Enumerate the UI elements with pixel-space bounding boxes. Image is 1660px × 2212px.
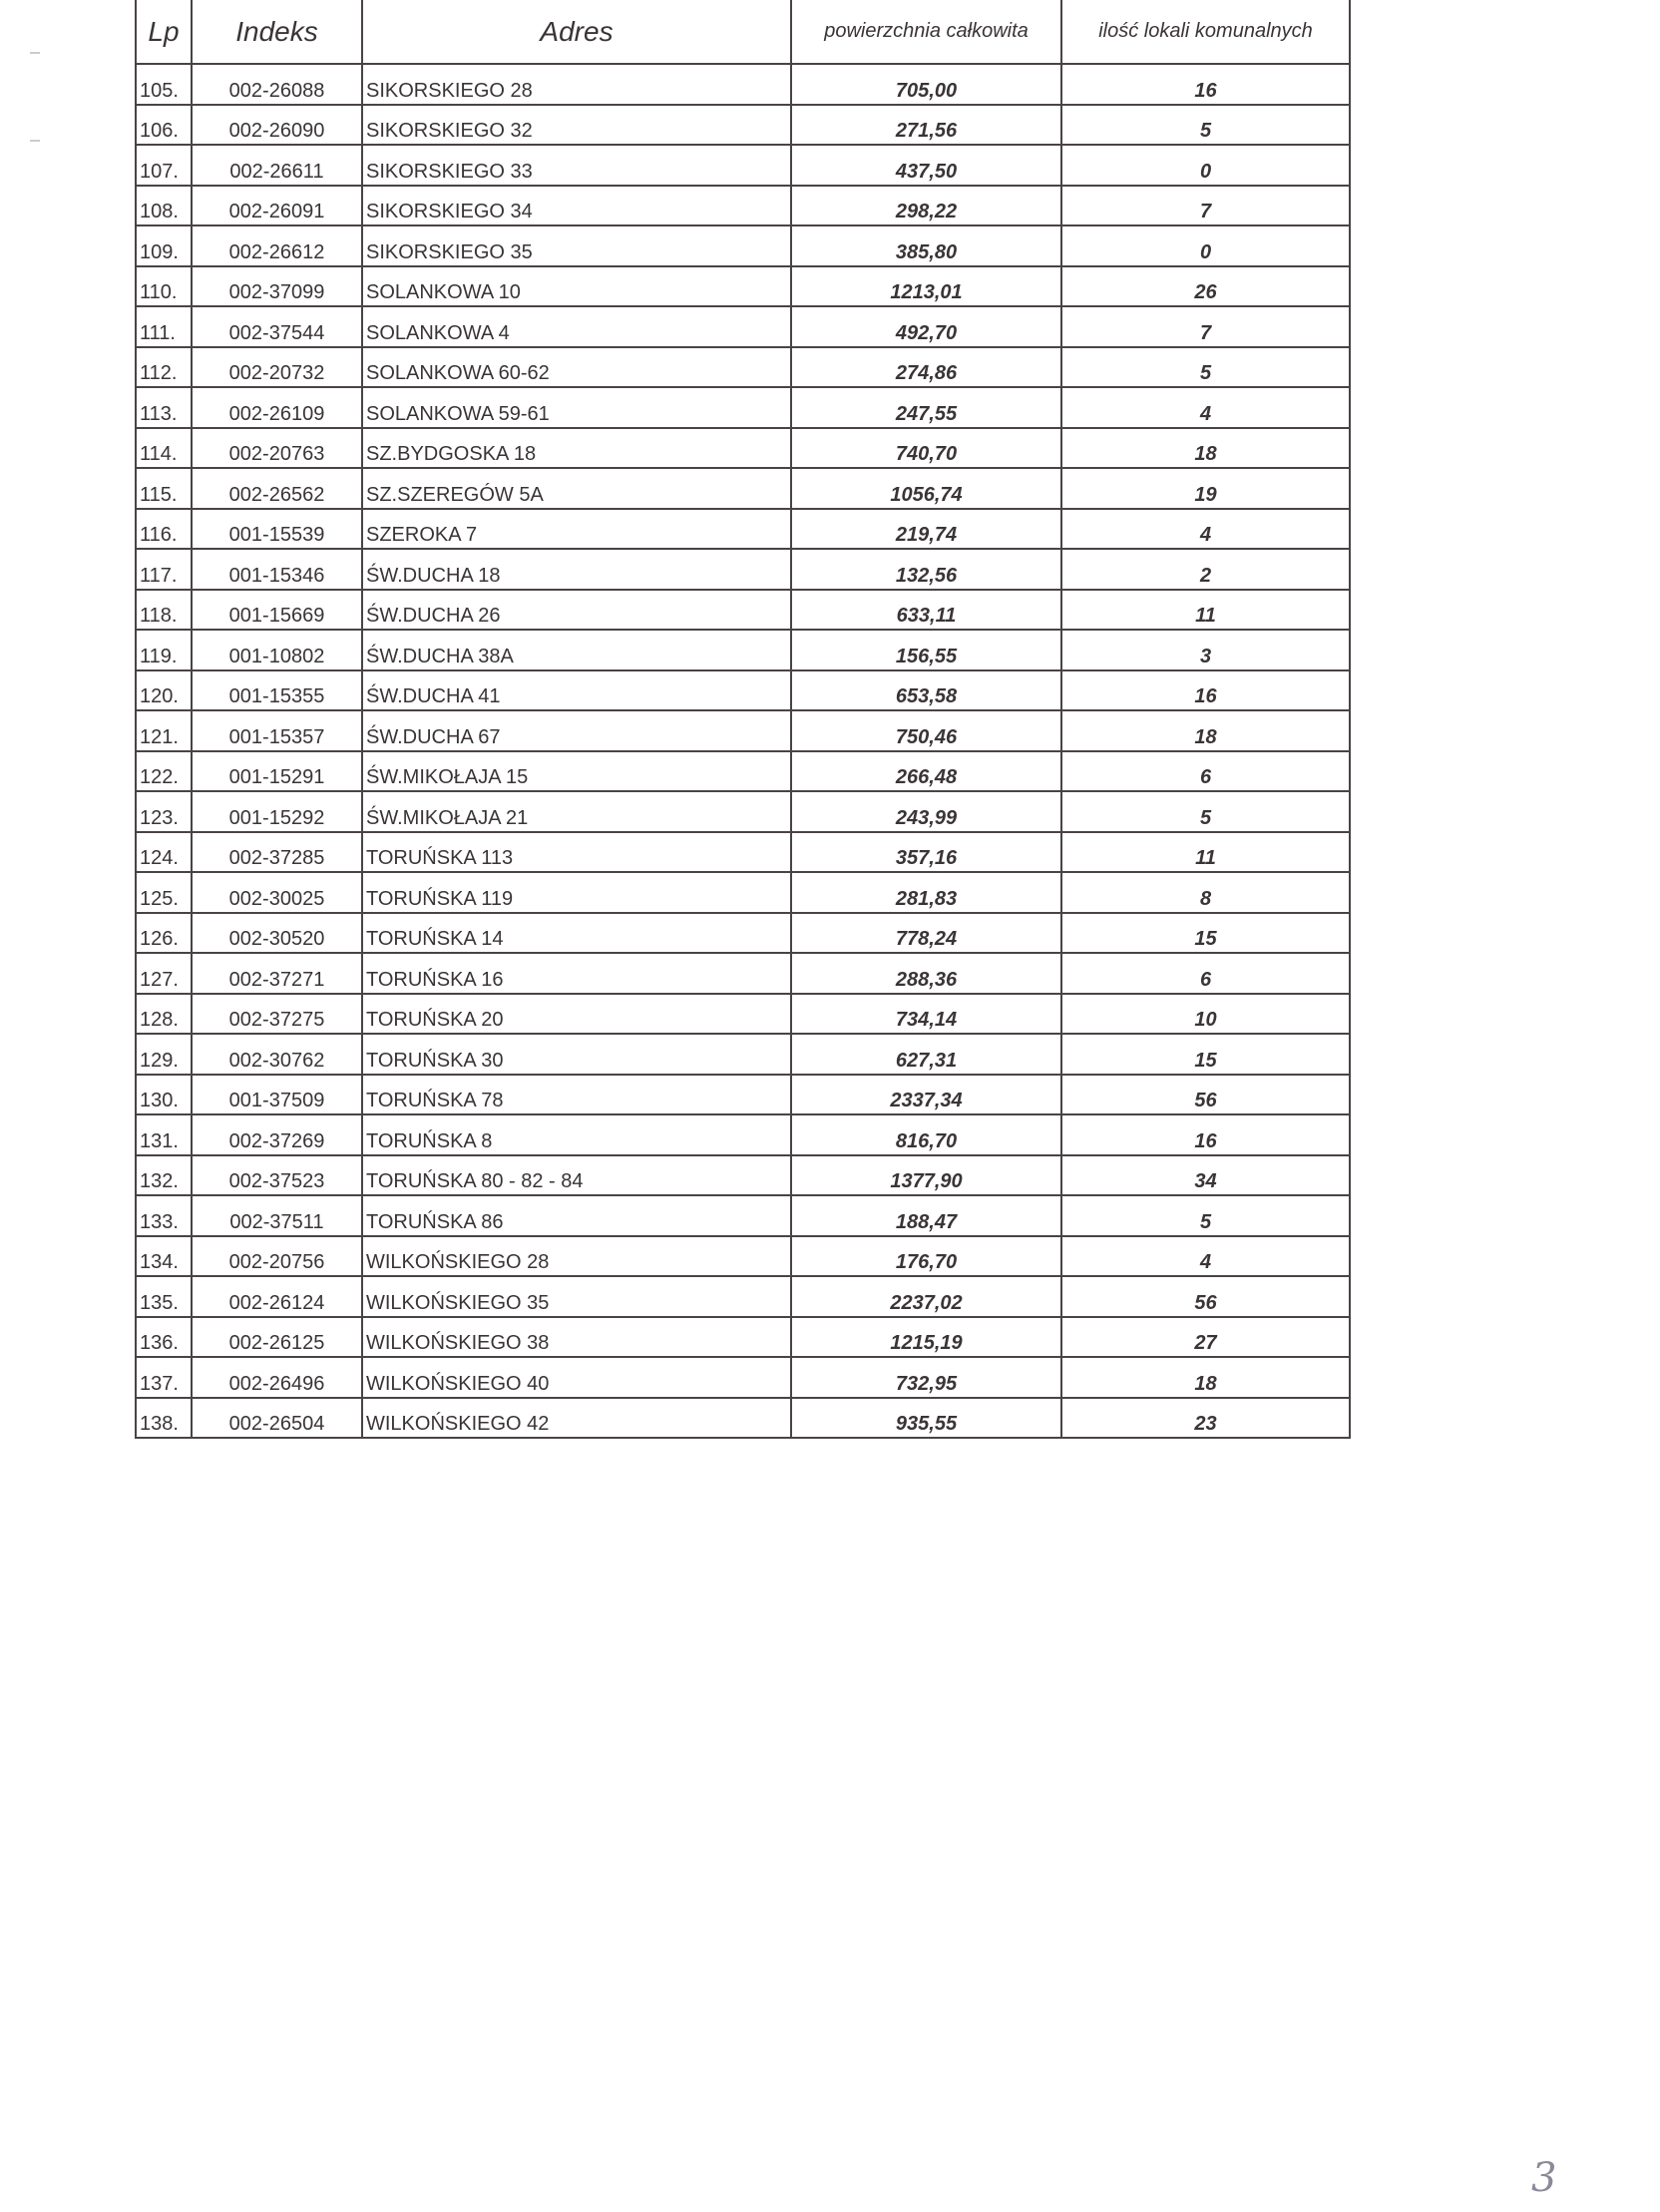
cell-indeks: 001-15291 bbox=[192, 751, 362, 792]
cell-indeks: 002-37285 bbox=[192, 832, 362, 873]
cell-lp: 110. bbox=[136, 266, 192, 307]
cell-indeks: 002-37099 bbox=[192, 266, 362, 307]
cell-lp: 117. bbox=[136, 549, 192, 590]
cell-adres: ŚW.MIKOŁAJA 21 bbox=[362, 791, 791, 832]
cell-lp: 130. bbox=[136, 1075, 192, 1115]
cell-powierzchnia: 935,55 bbox=[791, 1398, 1061, 1439]
table-row bbox=[136, 387, 1350, 428]
cell-lp: 113. bbox=[136, 387, 192, 428]
cell-indeks: 002-20732 bbox=[192, 347, 362, 388]
cell-lokale: 19 bbox=[1061, 468, 1350, 509]
table-row bbox=[136, 1317, 1350, 1358]
cell-powierzchnia: 734,14 bbox=[791, 994, 1061, 1035]
cell-adres: ŚW.DUCHA 38A bbox=[362, 630, 791, 670]
cell-indeks: 002-37511 bbox=[192, 1195, 362, 1236]
cell-adres: ŚW.DUCHA 67 bbox=[362, 710, 791, 751]
table-body bbox=[136, 64, 1350, 1438]
cell-lokale: 0 bbox=[1061, 145, 1350, 186]
table-row bbox=[136, 994, 1350, 1035]
cell-adres: WILKOŃSKIEGO 42 bbox=[362, 1398, 791, 1439]
table-row bbox=[136, 347, 1350, 388]
cell-lp: 126. bbox=[136, 913, 192, 954]
cell-indeks: 002-26496 bbox=[192, 1357, 362, 1398]
table-row bbox=[136, 306, 1350, 347]
cell-adres: WILKOŃSKIEGO 35 bbox=[362, 1276, 791, 1317]
cell-lp: 114. bbox=[136, 428, 192, 469]
cell-lp: 129. bbox=[136, 1034, 192, 1075]
table-row bbox=[136, 509, 1350, 550]
table-row bbox=[136, 549, 1350, 590]
cell-powierzchnia: 156,55 bbox=[791, 630, 1061, 670]
cell-lp: 136. bbox=[136, 1317, 192, 1358]
table-row bbox=[136, 1276, 1350, 1317]
cell-powierzchnia: 247,55 bbox=[791, 387, 1061, 428]
cell-adres: TORUŃSKA 80 - 82 - 84 bbox=[362, 1155, 791, 1196]
cell-adres: TORUŃSKA 119 bbox=[362, 872, 791, 913]
cell-lp: 116. bbox=[136, 509, 192, 550]
cell-powierzchnia: 385,80 bbox=[791, 225, 1061, 266]
cell-adres: SIKORSKIEGO 33 bbox=[362, 145, 791, 186]
cell-lp: 125. bbox=[136, 872, 192, 913]
cell-powierzchnia: 298,22 bbox=[791, 186, 1061, 226]
scan-speck bbox=[30, 52, 40, 54]
cell-adres: TORUŃSKA 86 bbox=[362, 1195, 791, 1236]
table-row bbox=[136, 186, 1350, 226]
cell-lokale: 11 bbox=[1061, 832, 1350, 873]
cell-lokale: 16 bbox=[1061, 670, 1350, 711]
cell-lokale: 56 bbox=[1061, 1276, 1350, 1317]
cell-adres: WILKOŃSKIEGO 38 bbox=[362, 1317, 791, 1358]
cell-powierzchnia: 633,11 bbox=[791, 590, 1061, 631]
cell-powierzchnia: 705,00 bbox=[791, 64, 1061, 105]
cell-lokale: 23 bbox=[1061, 1398, 1350, 1439]
cell-powierzchnia: 437,50 bbox=[791, 145, 1061, 186]
cell-powierzchnia: 274,86 bbox=[791, 347, 1061, 388]
cell-lp: 118. bbox=[136, 590, 192, 631]
cell-lp: 137. bbox=[136, 1357, 192, 1398]
cell-powierzchnia: 750,46 bbox=[791, 710, 1061, 751]
cell-lp: 138. bbox=[136, 1398, 192, 1439]
cell-indeks: 002-26090 bbox=[192, 105, 362, 146]
cell-powierzchnia: 1377,90 bbox=[791, 1155, 1061, 1196]
cell-indeks: 002-26504 bbox=[192, 1398, 362, 1439]
cell-adres: SZ.SZEREGÓW 5A bbox=[362, 468, 791, 509]
cell-indeks: 001-15357 bbox=[192, 710, 362, 751]
table-row bbox=[136, 266, 1350, 307]
cell-adres: TORUŃSKA 113 bbox=[362, 832, 791, 873]
cell-adres: SOLANKOWA 4 bbox=[362, 306, 791, 347]
header-lokale: ilość lokali komunalnych bbox=[1061, 0, 1350, 64]
cell-indeks: 002-26109 bbox=[192, 387, 362, 428]
cell-lokale: 6 bbox=[1061, 953, 1350, 994]
cell-powierzchnia: 653,58 bbox=[791, 670, 1061, 711]
cell-lp: 124. bbox=[136, 832, 192, 873]
cell-indeks: 002-20763 bbox=[192, 428, 362, 469]
cell-lp: 134. bbox=[136, 1236, 192, 1277]
cell-lokale: 2 bbox=[1061, 549, 1350, 590]
cell-indeks: 002-30025 bbox=[192, 872, 362, 913]
cell-adres: ŚW.DUCHA 41 bbox=[362, 670, 791, 711]
cell-adres: TORUŃSKA 30 bbox=[362, 1034, 791, 1075]
cell-lp: 123. bbox=[136, 791, 192, 832]
cell-powierzchnia: 740,70 bbox=[791, 428, 1061, 469]
cell-powierzchnia: 778,24 bbox=[791, 913, 1061, 954]
table-row bbox=[136, 670, 1350, 711]
cell-indeks: 001-15355 bbox=[192, 670, 362, 711]
cell-powierzchnia: 1215,19 bbox=[791, 1317, 1061, 1358]
table-row bbox=[136, 1114, 1350, 1155]
table-row bbox=[136, 630, 1350, 670]
cell-adres: SIKORSKIEGO 28 bbox=[362, 64, 791, 105]
cell-indeks: 002-37269 bbox=[192, 1114, 362, 1155]
cell-lp: 133. bbox=[136, 1195, 192, 1236]
cell-indeks: 002-26088 bbox=[192, 64, 362, 105]
cell-lokale: 16 bbox=[1061, 64, 1350, 105]
cell-adres: ŚW.DUCHA 18 bbox=[362, 549, 791, 590]
table-row bbox=[136, 1357, 1350, 1398]
cell-adres: SIKORSKIEGO 32 bbox=[362, 105, 791, 146]
page-number: 3 bbox=[1531, 2155, 1557, 2201]
cell-lokale: 7 bbox=[1061, 186, 1350, 226]
cell-powierzchnia: 271,56 bbox=[791, 105, 1061, 146]
cell-adres: ŚW.DUCHA 26 bbox=[362, 590, 791, 631]
table-row bbox=[136, 105, 1350, 146]
table-row bbox=[136, 64, 1350, 105]
header-powierzchnia: powierzchnia całkowita bbox=[791, 0, 1061, 64]
cell-lokale: 4 bbox=[1061, 1236, 1350, 1277]
cell-lokale: 56 bbox=[1061, 1075, 1350, 1115]
cell-adres: WILKOŃSKIEGO 40 bbox=[362, 1357, 791, 1398]
cell-powierzchnia: 1213,01 bbox=[791, 266, 1061, 307]
table-row bbox=[136, 751, 1350, 792]
cell-indeks: 002-30520 bbox=[192, 913, 362, 954]
cell-powierzchnia: 627,31 bbox=[791, 1034, 1061, 1075]
cell-indeks: 001-37509 bbox=[192, 1075, 362, 1115]
cell-lp: 121. bbox=[136, 710, 192, 751]
cell-lokale: 18 bbox=[1061, 710, 1350, 751]
cell-lp: 107. bbox=[136, 145, 192, 186]
table-row bbox=[136, 145, 1350, 186]
table-row bbox=[136, 1034, 1350, 1075]
table-row bbox=[136, 590, 1350, 631]
cell-lp: 120. bbox=[136, 670, 192, 711]
cell-lp: 135. bbox=[136, 1276, 192, 1317]
cell-adres: SIKORSKIEGO 35 bbox=[362, 225, 791, 266]
cell-lokale: 5 bbox=[1061, 791, 1350, 832]
cell-lp: 112. bbox=[136, 347, 192, 388]
cell-lp: 108. bbox=[136, 186, 192, 226]
cell-lokale: 15 bbox=[1061, 913, 1350, 954]
cell-indeks: 002-20756 bbox=[192, 1236, 362, 1277]
cell-adres: TORUŃSKA 14 bbox=[362, 913, 791, 954]
cell-indeks: 002-30762 bbox=[192, 1034, 362, 1075]
property-table bbox=[135, 0, 1351, 1439]
cell-powierzchnia: 288,36 bbox=[791, 953, 1061, 994]
cell-adres: WILKOŃSKIEGO 28 bbox=[362, 1236, 791, 1277]
cell-powierzchnia: 132,56 bbox=[791, 549, 1061, 590]
cell-lokale: 5 bbox=[1061, 105, 1350, 146]
cell-powierzchnia: 492,70 bbox=[791, 306, 1061, 347]
cell-lokale: 16 bbox=[1061, 1114, 1350, 1155]
cell-powierzchnia: 2237,02 bbox=[791, 1276, 1061, 1317]
cell-indeks: 002-26611 bbox=[192, 145, 362, 186]
table-row bbox=[136, 913, 1350, 954]
cell-adres: TORUŃSKA 78 bbox=[362, 1075, 791, 1115]
cell-adres: SIKORSKIEGO 34 bbox=[362, 186, 791, 226]
header-adres: Adres bbox=[362, 0, 791, 64]
cell-lokale: 11 bbox=[1061, 590, 1350, 631]
cell-lokale: 18 bbox=[1061, 1357, 1350, 1398]
cell-lokale: 7 bbox=[1061, 306, 1350, 347]
scan-speck bbox=[30, 140, 40, 142]
cell-lp: 115. bbox=[136, 468, 192, 509]
cell-indeks: 002-37275 bbox=[192, 994, 362, 1035]
cell-lp: 131. bbox=[136, 1114, 192, 1155]
cell-indeks: 001-15539 bbox=[192, 509, 362, 550]
cell-lp: 122. bbox=[136, 751, 192, 792]
cell-lokale: 10 bbox=[1061, 994, 1350, 1035]
table-row bbox=[136, 225, 1350, 266]
cell-lp: 127. bbox=[136, 953, 192, 994]
cell-lokale: 26 bbox=[1061, 266, 1350, 307]
table-row bbox=[136, 710, 1350, 751]
cell-indeks: 002-26612 bbox=[192, 225, 362, 266]
cell-powierzchnia: 176,70 bbox=[791, 1236, 1061, 1277]
table-row bbox=[136, 872, 1350, 913]
cell-indeks: 002-26091 bbox=[192, 186, 362, 226]
cell-powierzchnia: 357,16 bbox=[791, 832, 1061, 873]
cell-adres: SZEROKA 7 bbox=[362, 509, 791, 550]
cell-indeks: 001-15346 bbox=[192, 549, 362, 590]
cell-powierzchnia: 2337,34 bbox=[791, 1075, 1061, 1115]
table-row bbox=[136, 1075, 1350, 1115]
cell-powierzchnia: 281,83 bbox=[791, 872, 1061, 913]
cell-lokale: 3 bbox=[1061, 630, 1350, 670]
table-row bbox=[136, 832, 1350, 873]
cell-indeks: 001-15669 bbox=[192, 590, 362, 631]
cell-lp: 132. bbox=[136, 1155, 192, 1196]
table-row bbox=[136, 953, 1350, 994]
header-indeks: Indeks bbox=[192, 0, 362, 64]
header-row bbox=[136, 0, 1350, 64]
cell-lp: 106. bbox=[136, 105, 192, 146]
cell-lokale: 27 bbox=[1061, 1317, 1350, 1358]
table-row bbox=[136, 1195, 1350, 1236]
cell-lp: 109. bbox=[136, 225, 192, 266]
cell-adres: SOLANKOWA 60-62 bbox=[362, 347, 791, 388]
cell-lokale: 4 bbox=[1061, 509, 1350, 550]
cell-lp: 128. bbox=[136, 994, 192, 1035]
table-row bbox=[136, 428, 1350, 469]
table-row bbox=[136, 1155, 1350, 1196]
cell-powierzchnia: 219,74 bbox=[791, 509, 1061, 550]
cell-powierzchnia: 266,48 bbox=[791, 751, 1061, 792]
cell-powierzchnia: 1056,74 bbox=[791, 468, 1061, 509]
cell-powierzchnia: 243,99 bbox=[791, 791, 1061, 832]
cell-adres: TORUŃSKA 8 bbox=[362, 1114, 791, 1155]
cell-indeks: 002-37523 bbox=[192, 1155, 362, 1196]
cell-powierzchnia: 188,47 bbox=[791, 1195, 1061, 1236]
cell-powierzchnia: 732,95 bbox=[791, 1357, 1061, 1398]
cell-indeks: 002-37544 bbox=[192, 306, 362, 347]
cell-adres: TORUŃSKA 20 bbox=[362, 994, 791, 1035]
cell-indeks: 002-26124 bbox=[192, 1276, 362, 1317]
header-lp: Lp bbox=[136, 0, 192, 64]
table-row bbox=[136, 791, 1350, 832]
cell-powierzchnia: 816,70 bbox=[791, 1114, 1061, 1155]
cell-adres: TORUŃSKA 16 bbox=[362, 953, 791, 994]
cell-lokale: 5 bbox=[1061, 347, 1350, 388]
cell-indeks: 001-10802 bbox=[192, 630, 362, 670]
cell-adres: ŚW.MIKOŁAJA 15 bbox=[362, 751, 791, 792]
cell-lokale: 18 bbox=[1061, 428, 1350, 469]
table-row bbox=[136, 468, 1350, 509]
cell-lokale: 6 bbox=[1061, 751, 1350, 792]
cell-adres: SOLANKOWA 59-61 bbox=[362, 387, 791, 428]
cell-adres: SOLANKOWA 10 bbox=[362, 266, 791, 307]
cell-indeks: 002-26562 bbox=[192, 468, 362, 509]
table-row bbox=[136, 1236, 1350, 1277]
cell-lokale: 34 bbox=[1061, 1155, 1350, 1196]
cell-lokale: 5 bbox=[1061, 1195, 1350, 1236]
cell-indeks: 002-26125 bbox=[192, 1317, 362, 1358]
cell-lp: 105. bbox=[136, 64, 192, 105]
cell-indeks: 001-15292 bbox=[192, 791, 362, 832]
cell-indeks: 002-37271 bbox=[192, 953, 362, 994]
cell-lokale: 8 bbox=[1061, 872, 1350, 913]
cell-lokale: 4 bbox=[1061, 387, 1350, 428]
cell-lokale: 0 bbox=[1061, 225, 1350, 266]
cell-adres: SZ.BYDGOSKA 18 bbox=[362, 428, 791, 469]
table-row bbox=[136, 1398, 1350, 1439]
cell-lokale: 15 bbox=[1061, 1034, 1350, 1075]
cell-lp: 111. bbox=[136, 306, 192, 347]
cell-lp: 119. bbox=[136, 630, 192, 670]
